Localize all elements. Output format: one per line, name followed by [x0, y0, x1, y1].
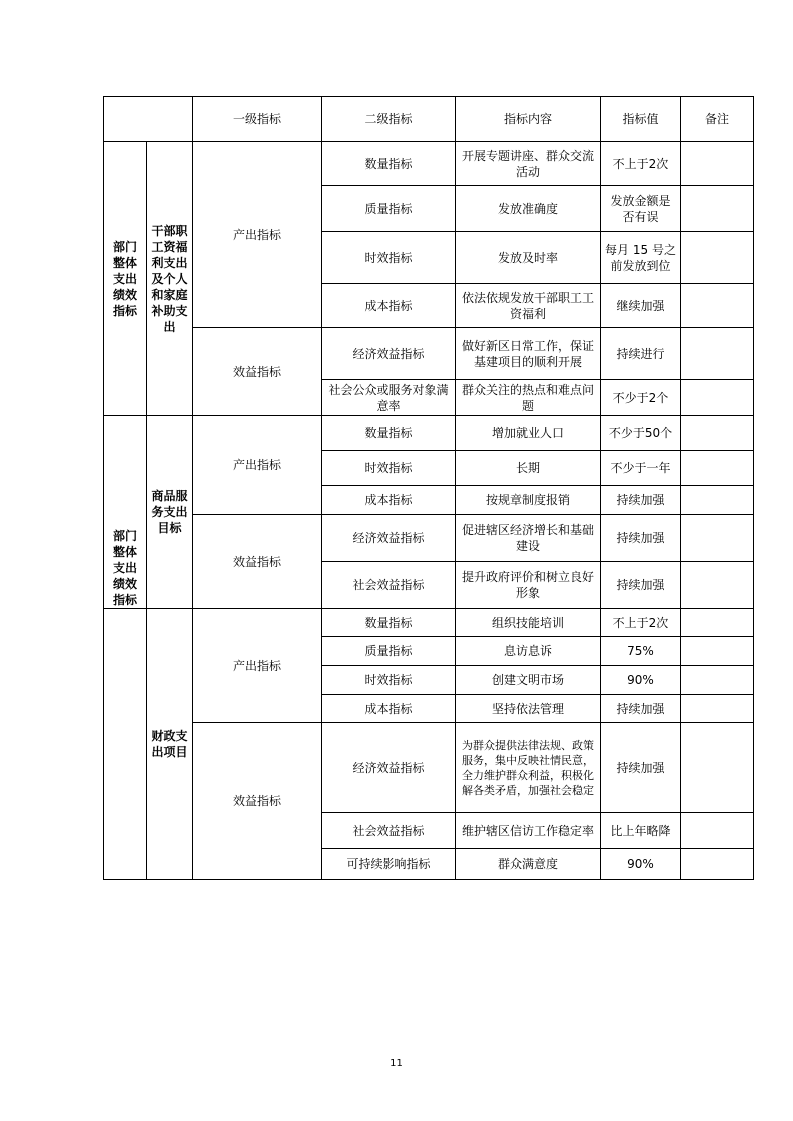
remark-cell — [681, 609, 754, 637]
remark-cell — [681, 723, 754, 813]
value-cell: 90% — [601, 849, 681, 880]
table-row — [104, 515, 754, 562]
subgroup-label: 干部职工资福利支出及个人和家庭补助支出 — [147, 142, 193, 416]
level2-cell: 成本指标 — [322, 486, 456, 515]
value-cell: 不上于2次 — [601, 609, 681, 637]
value-cell: 90% — [601, 666, 681, 695]
level2-cell: 可持续影响指标 — [322, 849, 456, 880]
level2-cell: 质量指标 — [322, 186, 456, 232]
remark-cell — [681, 416, 754, 451]
subgroup-label: 财政支出项目 — [147, 609, 193, 880]
content-cell: 长期 — [456, 451, 601, 486]
value-cell: 持续加强 — [601, 562, 681, 609]
value-cell: 持续加强 — [601, 723, 681, 813]
table-row — [104, 609, 754, 637]
remark-cell — [681, 486, 754, 515]
remark-cell — [681, 666, 754, 695]
value-cell: 不少于一年 — [601, 451, 681, 486]
table-row — [104, 416, 754, 451]
content-cell: 群众满意度 — [456, 849, 601, 880]
performance-indicator-table — [103, 96, 754, 880]
level2-cell: 数量指标 — [322, 609, 456, 637]
value-cell: 持续加强 — [601, 515, 681, 562]
value-cell: 发放金额是否有误 — [601, 186, 681, 232]
remark-cell — [681, 142, 754, 186]
table-row — [104, 142, 754, 186]
remark-cell — [681, 328, 754, 380]
level2-cell: 时效指标 — [322, 232, 456, 284]
content-cell: 按规章制度报销 — [456, 486, 601, 515]
remark-cell — [681, 637, 754, 666]
level2-cell: 成本指标 — [322, 284, 456, 328]
level1-label: 产出指标 — [193, 416, 322, 515]
level2-cell: 经济效益指标 — [322, 515, 456, 562]
level1-label: 效益指标 — [193, 328, 322, 416]
header-content: 指标内容 — [456, 97, 601, 142]
remark-cell — [681, 186, 754, 232]
level2-cell: 经济效益指标 — [322, 328, 456, 380]
remark-cell — [681, 380, 754, 416]
content-cell: 组织技能培训 — [456, 609, 601, 637]
value-cell: 75% — [601, 637, 681, 666]
content-cell: 群众关注的热点和难点问题 — [456, 380, 601, 416]
page-number: 11 — [390, 1058, 403, 1069]
value-cell: 不少于2个 — [601, 380, 681, 416]
remark-cell — [681, 284, 754, 328]
group-label: 部门整体支出绩效指标 — [104, 142, 147, 416]
value-cell: 比上年略降 — [601, 813, 681, 849]
content-cell: 息访息诉 — [456, 637, 601, 666]
header-level1: 一级指标 — [193, 97, 322, 142]
content-cell: 创建文明市场 — [456, 666, 601, 695]
remark-cell — [681, 813, 754, 849]
level2-cell: 质量指标 — [322, 637, 456, 666]
level2-cell: 时效指标 — [322, 451, 456, 486]
value-cell: 不少于50个 — [601, 416, 681, 451]
value-cell: 持续加强 — [601, 695, 681, 723]
value-cell: 继续加强 — [601, 284, 681, 328]
remark-cell — [681, 232, 754, 284]
value-cell: 每月 15 号之前发放到位 — [601, 232, 681, 284]
level1-label: 产出指标 — [193, 609, 322, 723]
remark-cell — [681, 695, 754, 723]
remark-cell — [681, 451, 754, 486]
value-cell: 持续加强 — [601, 486, 681, 515]
content-cell: 依法依规发放干部职工工资福利 — [456, 284, 601, 328]
content-cell: 发放准确度 — [456, 186, 601, 232]
content-cell: 提升政府评价和树立良好形象 — [456, 562, 601, 609]
content-cell: 增加就业人口 — [456, 416, 601, 451]
level2-cell: 社会效益指标 — [322, 562, 456, 609]
header-value: 指标值 — [601, 97, 681, 142]
subgroup-label: 商品服务支出目标 — [147, 416, 193, 609]
content-cell: 坚持依法管理 — [456, 695, 601, 723]
level2-cell: 成本指标 — [322, 695, 456, 723]
level2-cell: 社会效益指标 — [322, 813, 456, 849]
value-cell: 持续进行 — [601, 328, 681, 380]
header-level2: 二级指标 — [322, 97, 456, 142]
level2-cell: 经济效益指标 — [322, 723, 456, 813]
table-row — [104, 328, 754, 380]
level1-label: 产出指标 — [193, 142, 322, 328]
group-label: 部门整体支出绩效指标 — [104, 416, 147, 609]
content-cell: 发放及时率 — [456, 232, 601, 284]
table-header-row — [104, 97, 754, 142]
level1-label: 效益指标 — [193, 723, 322, 880]
level1-label: 效益指标 — [193, 515, 322, 609]
level2-cell: 数量指标 — [322, 416, 456, 451]
remark-cell — [681, 849, 754, 880]
level2-cell: 数量指标 — [322, 142, 456, 186]
content-cell: 促进辖区经济增长和基础建设 — [456, 515, 601, 562]
value-cell: 不上于2次 — [601, 142, 681, 186]
remark-cell — [681, 515, 754, 562]
content-cell: 开展专题讲座、群众交流活动 — [456, 142, 601, 186]
table-row — [104, 723, 754, 813]
level2-cell: 社会公众或服务对象满意率 — [322, 380, 456, 416]
header-remark: 备注 — [681, 97, 754, 142]
content-cell: 维护辖区信访工作稳定率 — [456, 813, 601, 849]
remark-cell — [681, 562, 754, 609]
header-blank-cell — [104, 97, 193, 142]
level2-cell: 时效指标 — [322, 666, 456, 695]
group-label-continuation — [104, 609, 147, 880]
content-cell: 做好新区日常工作，保证基建项目的顺利开展 — [456, 328, 601, 380]
content-cell: 为群众提供法律法规、政策服务，集中反映社情民意，全力维护群众利益，积极化解各类矛盾，加强社会稳定 — [456, 723, 601, 813]
